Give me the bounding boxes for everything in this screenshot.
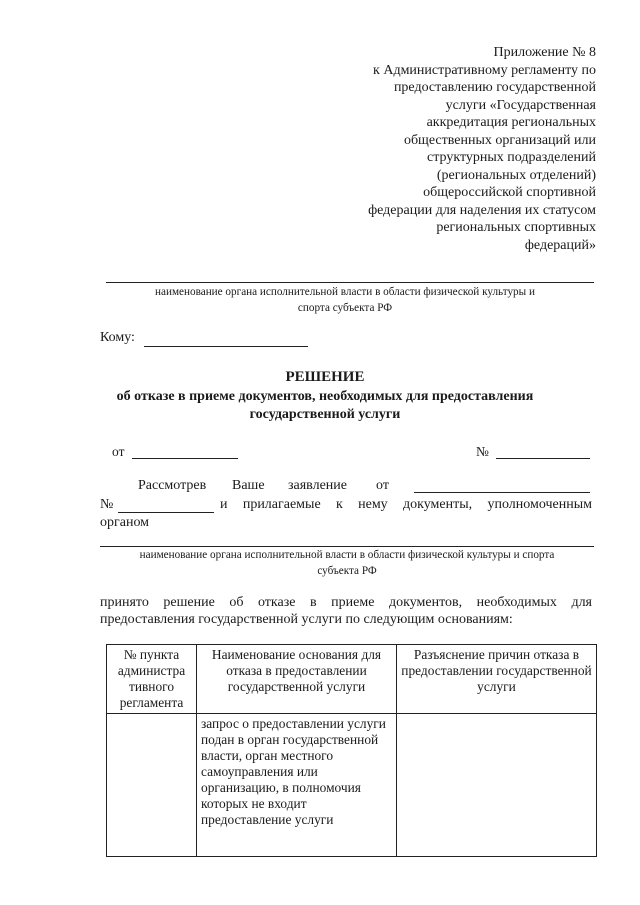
appendix-line: общественных организаций или bbox=[403, 132, 596, 148]
appendix-line: аккредитация региональных bbox=[426, 115, 596, 130]
number-blank-line bbox=[496, 458, 590, 459]
appendix-line: структурных подразделений bbox=[427, 150, 596, 165]
appendix-line: Приложение № 8 bbox=[493, 45, 596, 60]
appendix-line: (региональных отделений) bbox=[436, 167, 596, 183]
appendix-header bbox=[326, 44, 596, 254]
recipient-label: Кому: bbox=[100, 330, 135, 345]
paragraph-line: и прилагаемые к нему документы, уполномоченным bbox=[220, 497, 592, 512]
authority-blank-line bbox=[106, 282, 594, 283]
grounds-table bbox=[106, 644, 597, 857]
authority-caption bbox=[100, 284, 590, 316]
authority-caption bbox=[100, 547, 594, 579]
paragraph-word: от bbox=[376, 478, 389, 493]
decision-title: РЕШЕНИЕ bbox=[285, 369, 365, 385]
appendix-line: к Административному регламенту по bbox=[373, 62, 596, 78]
appendix-line: федераций» bbox=[524, 237, 596, 253]
application-date-blank-line bbox=[414, 492, 590, 493]
recipient-blank-line bbox=[144, 346, 308, 347]
table-cell-point bbox=[107, 714, 197, 857]
decision-text: принято решение об отказе в приеме документов, необходимых для предоставления государственной услуги по следующим основаниям: bbox=[100, 595, 592, 627]
authority-caption-line: субъекта РФ bbox=[317, 565, 377, 577]
paragraph-word: заявление bbox=[288, 478, 348, 493]
decision-subtitle-line: государственной услуги bbox=[249, 407, 401, 422]
table-cell-reason bbox=[197, 714, 397, 857]
date-label: от bbox=[112, 444, 125, 459]
decision-subtitle-line: об отказе в приеме документов, необходимых для предоставления bbox=[116, 389, 534, 404]
appendix-line: предоставлению государственной bbox=[393, 80, 596, 95]
table-header-cell: Разъяснение причин отказа в предоставлении государственной услуги bbox=[397, 645, 597, 714]
authority-caption-line: наименование органа исполнительной власти в области физической культуры и спорта bbox=[139, 549, 555, 561]
table-header-cell: Наименование основания для отказа в предоставлении государственной услуги bbox=[197, 645, 397, 714]
table-cell-explanation bbox=[397, 714, 597, 857]
appendix-line: общероссийской спортивной bbox=[423, 185, 596, 200]
appendix-line: федерации для наделения их статусом bbox=[368, 202, 596, 218]
authority-caption-line: наименование органа исполнительной власти в области физической культуры и bbox=[155, 286, 535, 298]
paragraph-line: органом bbox=[100, 515, 150, 530]
paragraph-word: Рассмотрев bbox=[138, 478, 207, 493]
table-header-cell: № пункта админиcтра тивного регламента bbox=[107, 645, 197, 714]
date-blank-line bbox=[132, 458, 238, 459]
authority-caption-line: спорта субъекта РФ bbox=[297, 302, 393, 314]
paragraph-word: Ваше bbox=[232, 478, 265, 493]
table-header-row bbox=[107, 645, 597, 714]
application-number-blank-line bbox=[118, 512, 214, 513]
reason-text: запрос о предоставлении услуги подан в орган государственной власти, орган местного самоуправления или организацию, в полномочия которых не входит предоставление услуги bbox=[201, 716, 386, 827]
table-row bbox=[107, 714, 597, 857]
number-label: № bbox=[476, 444, 489, 459]
appendix-line: региональных спортивных bbox=[436, 220, 596, 235]
paragraph-number-sign: № bbox=[100, 497, 114, 512]
appendix-line: услуги «Государственная bbox=[445, 97, 596, 113]
